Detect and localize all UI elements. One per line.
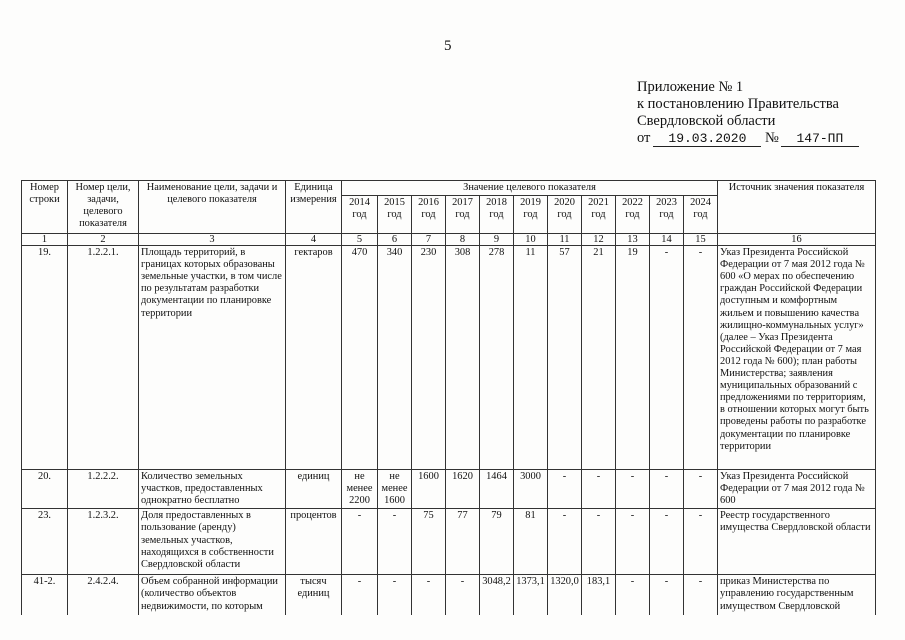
indicator-value: -	[548, 470, 582, 509]
header-row-no: Номер строки	[22, 181, 68, 234]
header-year: 2024 год	[684, 196, 718, 234]
indicator-value: -	[684, 470, 718, 509]
column-number: 15	[684, 234, 718, 246]
appendix-title: Приложение № 1	[637, 79, 744, 95]
row-number: 41-2.	[22, 575, 68, 615]
indicator-value: 340	[378, 246, 412, 470]
indicator-value: -	[412, 575, 446, 615]
indicator-value: -	[616, 575, 650, 615]
table-row	[22, 575, 876, 615]
indicator-value: 1620	[446, 470, 480, 509]
appendix-block	[637, 79, 897, 147]
column-number: 4	[286, 234, 342, 246]
column-number: 5	[342, 234, 378, 246]
indicator-value: 1320,0	[548, 575, 582, 615]
indicator-name: Количество земельных участков, предоставленных однократно бесплатно	[139, 470, 286, 509]
indicator-value: -	[616, 509, 650, 575]
column-number: 6	[378, 234, 412, 246]
table-row	[22, 246, 876, 470]
column-number: 10	[514, 234, 548, 246]
row-number: 19.	[22, 246, 68, 470]
header-unit: Единица измерения	[286, 181, 342, 234]
goal-code: 1.2.2.2.	[68, 470, 139, 509]
table-row	[22, 470, 876, 509]
column-number: 1	[22, 234, 68, 246]
column-number: 9	[480, 234, 514, 246]
column-number: 13	[616, 234, 650, 246]
indicator-value: 1373,1	[514, 575, 548, 615]
unit: тысяч единиц	[286, 575, 342, 615]
indicator-value: -	[342, 575, 378, 615]
header-year: 2017 год	[446, 196, 480, 234]
indicator-value: -	[684, 509, 718, 575]
indicator-value: -	[582, 509, 616, 575]
decree-date: 19.03.2020	[653, 131, 761, 147]
unit: процентов	[286, 509, 342, 575]
header-year: 2018 год	[480, 196, 514, 234]
indicator-value: -	[650, 246, 684, 470]
number-label: №	[765, 130, 779, 146]
table-row	[22, 509, 876, 575]
indicator-value: -	[548, 509, 582, 575]
column-number: 3	[139, 234, 286, 246]
column-number: 16	[718, 234, 876, 246]
column-number: 14	[650, 234, 684, 246]
from-label: от	[637, 130, 651, 146]
indicator-value: -	[582, 470, 616, 509]
indicator-value: 79	[480, 509, 514, 575]
column-number: 11	[548, 234, 582, 246]
source: приказ Министерства по управлению государственным имуществом Свердловской	[718, 575, 876, 615]
header-goal-no: Номер цели, задачи, целевого показателя	[68, 181, 139, 234]
indicator-value: 470	[342, 246, 378, 470]
column-number: 8	[446, 234, 480, 246]
goal-code: 1.2.3.2.	[68, 509, 139, 575]
appendix-line: к постановлению Правительства	[637, 96, 839, 112]
header-year: 2022 год	[616, 196, 650, 234]
indicator-value: 57	[548, 246, 582, 470]
header-year: 2020 год	[548, 196, 582, 234]
indicator-value: 75	[412, 509, 446, 575]
indicator-value: -	[650, 470, 684, 509]
row-number: 20.	[22, 470, 68, 509]
indicator-value: 278	[480, 246, 514, 470]
indicator-value: 21	[582, 246, 616, 470]
appendix-line: Свердловской области	[637, 113, 776, 129]
header-year: 2019 год	[514, 196, 548, 234]
header-year: 2016 год	[412, 196, 446, 234]
indicator-name: Площадь территорий, в границах которых образованы земельные участки, в том числе по результатам разработки документации по планировке территории	[139, 246, 286, 470]
indicator-value: -	[616, 470, 650, 509]
indicator-value: 81	[514, 509, 548, 575]
indicator-value: 3000	[514, 470, 548, 509]
header-values: Значение целевого показателя	[342, 181, 718, 196]
source: Указ Президента Российской Федерации от 7 мая 2012 года № 600	[718, 470, 876, 509]
column-number: 7	[412, 234, 446, 246]
indicator-value: 77	[446, 509, 480, 575]
indicator-value: 183,1	[582, 575, 616, 615]
page-number: 5	[444, 38, 452, 54]
indicator-value: 1600	[412, 470, 446, 509]
header-year: 2023 год	[650, 196, 684, 234]
appendix-date-line	[637, 130, 897, 147]
indicator-value: -	[650, 509, 684, 575]
source: Реестр государственного имущества Свердловской области	[718, 509, 876, 575]
indicator-value: -	[446, 575, 480, 615]
indicator-name: Объем собранной информации (количество объектов недвижимости, по которым	[139, 575, 286, 615]
indicator-value: -	[650, 575, 684, 615]
source: Указ Президента Российской Федерации от 7 мая 2012 года № 600 «О мерах по обеспечению граждан Российской Федерации доступным и комфортным жильем и повышению качества жилищно-коммунальных услуг» (далее – Указ Президента Российской Федерации от 7 мая 2012 года № 600); план работы Министерства; заявления муниципальных образований с предложениями по территориям, в отношении которых могут быть проведены работы по разработке документации по планировке территории	[718, 246, 876, 470]
header-name: Наименование цели, задачи и целевого показателя	[139, 181, 286, 234]
decree-number: 147-ПП	[781, 131, 859, 147]
indicator-value: 308	[446, 246, 480, 470]
indicator-value: 19	[616, 246, 650, 470]
header-year: 2021 год	[582, 196, 616, 234]
indicator-value: 11	[514, 246, 548, 470]
header-year: 2014 год	[342, 196, 378, 234]
indicator-value: 1464	[480, 470, 514, 509]
indicator-value: -	[378, 509, 412, 575]
indicator-value: не менее 1600	[378, 470, 412, 509]
column-number: 2	[68, 234, 139, 246]
unit: единиц	[286, 470, 342, 509]
indicator-value: -	[378, 575, 412, 615]
row-number: 23.	[22, 509, 68, 575]
column-number: 12	[582, 234, 616, 246]
indicator-value: -	[684, 575, 718, 615]
indicator-value: не менее 2200	[342, 470, 378, 509]
indicator-value: 230	[412, 246, 446, 470]
goal-code: 1.2.2.1.	[68, 246, 139, 470]
indicator-value: -	[684, 246, 718, 470]
header-source: Источник значения показателя	[718, 181, 876, 234]
unit: гектаров	[286, 246, 342, 470]
indicator-value: 3048,2	[480, 575, 514, 615]
goal-code: 2.4.2.4.	[68, 575, 139, 615]
indicator-value: -	[342, 509, 378, 575]
indicator-name: Доля предоставленных в пользование (аренду) земельных участков, находящихся в собственности Свердловской области	[139, 509, 286, 575]
indicator-table	[21, 180, 876, 615]
header-year: 2015 год	[378, 196, 412, 234]
